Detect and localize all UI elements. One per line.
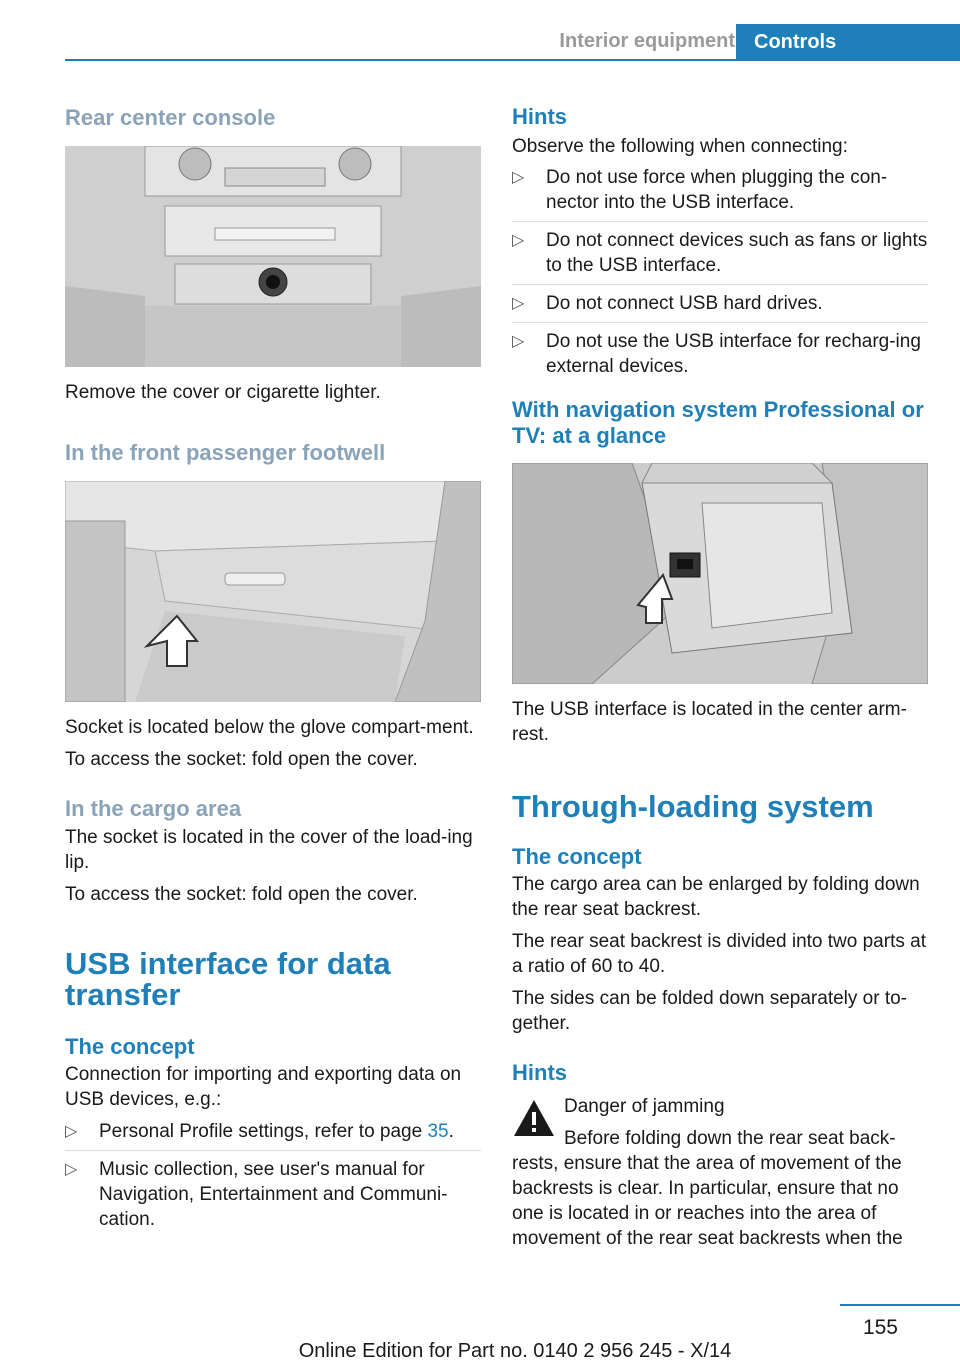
cargo-area-heading: In the cargo area bbox=[65, 796, 242, 821]
list-item-text: Do not connect USB hard drives. bbox=[546, 293, 823, 314]
nav-system-heading: With navigation system Professional or TV: at a glance bbox=[512, 397, 924, 448]
footer-rule bbox=[840, 1304, 960, 1306]
list-item-text: Do not use the USB interface for recharg‐ing external devices. bbox=[546, 331, 921, 377]
armrest-caption: The USB interface is located in the center arm‐rest. bbox=[512, 699, 907, 745]
list-item bbox=[512, 291, 928, 323]
page-number: 155 bbox=[862, 1316, 898, 1339]
warning-text: Before folding down the rear seat back‐rests, ensure that the area of movement of the backrests is clear. In particular, ensure that no one is located in or reaches into the area of movement of the rear seat backrests when the bbox=[512, 1128, 903, 1249]
triangle-bullet-icon: ▷ bbox=[512, 295, 525, 312]
header-section-title: Interior equipment bbox=[559, 30, 735, 52]
footer-edition: Online Edition for Part no. 0140 2 956 245 - X/14 bbox=[298, 1340, 732, 1362]
rear-console-heading: Rear center console bbox=[65, 105, 276, 130]
through-text-2: The rear seat backrest is divided into two parts at a ratio of 60 to 40. bbox=[512, 931, 926, 977]
through-concept-heading: The concept bbox=[512, 844, 642, 869]
triangle-bullet-icon: ▷ bbox=[65, 1123, 78, 1140]
through-text-1: The cargo area can be enlarged by folding down the rear seat backrest. bbox=[512, 874, 920, 920]
list-item bbox=[65, 1119, 481, 1151]
hints-heading: Hints bbox=[512, 104, 567, 129]
glove-compartment-illustration bbox=[65, 481, 481, 702]
rear-console-illustration bbox=[65, 146, 481, 367]
hints-intro: Observe the following when connecting: bbox=[512, 136, 848, 157]
list-item-end: . bbox=[448, 1121, 454, 1142]
center-armrest-illustration bbox=[512, 463, 928, 684]
list-item-text: Personal Profile settings, refer to page bbox=[99, 1121, 428, 1142]
triangle-bullet-icon: ▷ bbox=[512, 333, 525, 350]
rear-console-caption: Remove the cover or cigarette lighter. bbox=[65, 382, 381, 403]
front-footwell-figure bbox=[65, 481, 481, 702]
list-item-text: Do not use force when plugging the con‐nector into the USB interface. bbox=[546, 167, 888, 213]
triangle-bullet-icon: ▷ bbox=[512, 232, 525, 249]
left-column bbox=[65, 100, 481, 1244]
list-item-text: Do not connect devices such as fans or lights to the USB interface. bbox=[546, 230, 928, 276]
through-loading-heading: Through-loading system bbox=[512, 789, 874, 824]
triangle-bullet-icon: ▷ bbox=[512, 169, 525, 186]
front-footwell-text-1: Socket is located below the glove compart‐ment. bbox=[65, 717, 474, 738]
right-column bbox=[512, 100, 928, 1251]
front-footwell-text-2: To access the socket: fold open the cover. bbox=[65, 749, 418, 770]
usb-concept-heading: The concept bbox=[65, 1034, 195, 1059]
header-chapter-tab: Controls bbox=[736, 24, 960, 61]
hints-list bbox=[512, 165, 928, 385]
triangle-bullet-icon: ▷ bbox=[65, 1161, 78, 1178]
cargo-area-text-2: To access the socket: fold open the cover. bbox=[65, 884, 418, 905]
rear-console-figure bbox=[65, 146, 481, 367]
armrest-figure bbox=[512, 463, 928, 684]
through-text-3: The sides can be folded down separately or to‐gether. bbox=[512, 988, 908, 1034]
list-item bbox=[65, 1157, 481, 1238]
warning-block bbox=[512, 1094, 928, 1251]
list-item bbox=[512, 228, 928, 285]
list-item-text: Music collection, see user's manual for Navigation, Entertainment and Communi‐cation. bbox=[99, 1159, 448, 1230]
front-footwell-heading: In the front passenger footwell bbox=[65, 440, 386, 465]
usb-concept-text: Connection for importing and exporting data on USB devices, e.g.: bbox=[65, 1064, 462, 1110]
usb-device-list bbox=[65, 1119, 481, 1238]
usb-interface-heading: USB interface for data transfer bbox=[65, 946, 391, 1012]
page-header bbox=[65, 24, 960, 61]
list-item bbox=[512, 329, 928, 385]
warning-triangle-icon bbox=[512, 1098, 556, 1138]
cargo-area-text-1: The socket is located in the cover of the load‐ing lip. bbox=[65, 827, 473, 873]
list-item bbox=[512, 165, 928, 222]
page-35-link[interactable]: 35 bbox=[427, 1121, 449, 1142]
warning-title: Danger of jamming bbox=[564, 1096, 725, 1117]
hints-2-heading: Hints bbox=[512, 1060, 567, 1085]
